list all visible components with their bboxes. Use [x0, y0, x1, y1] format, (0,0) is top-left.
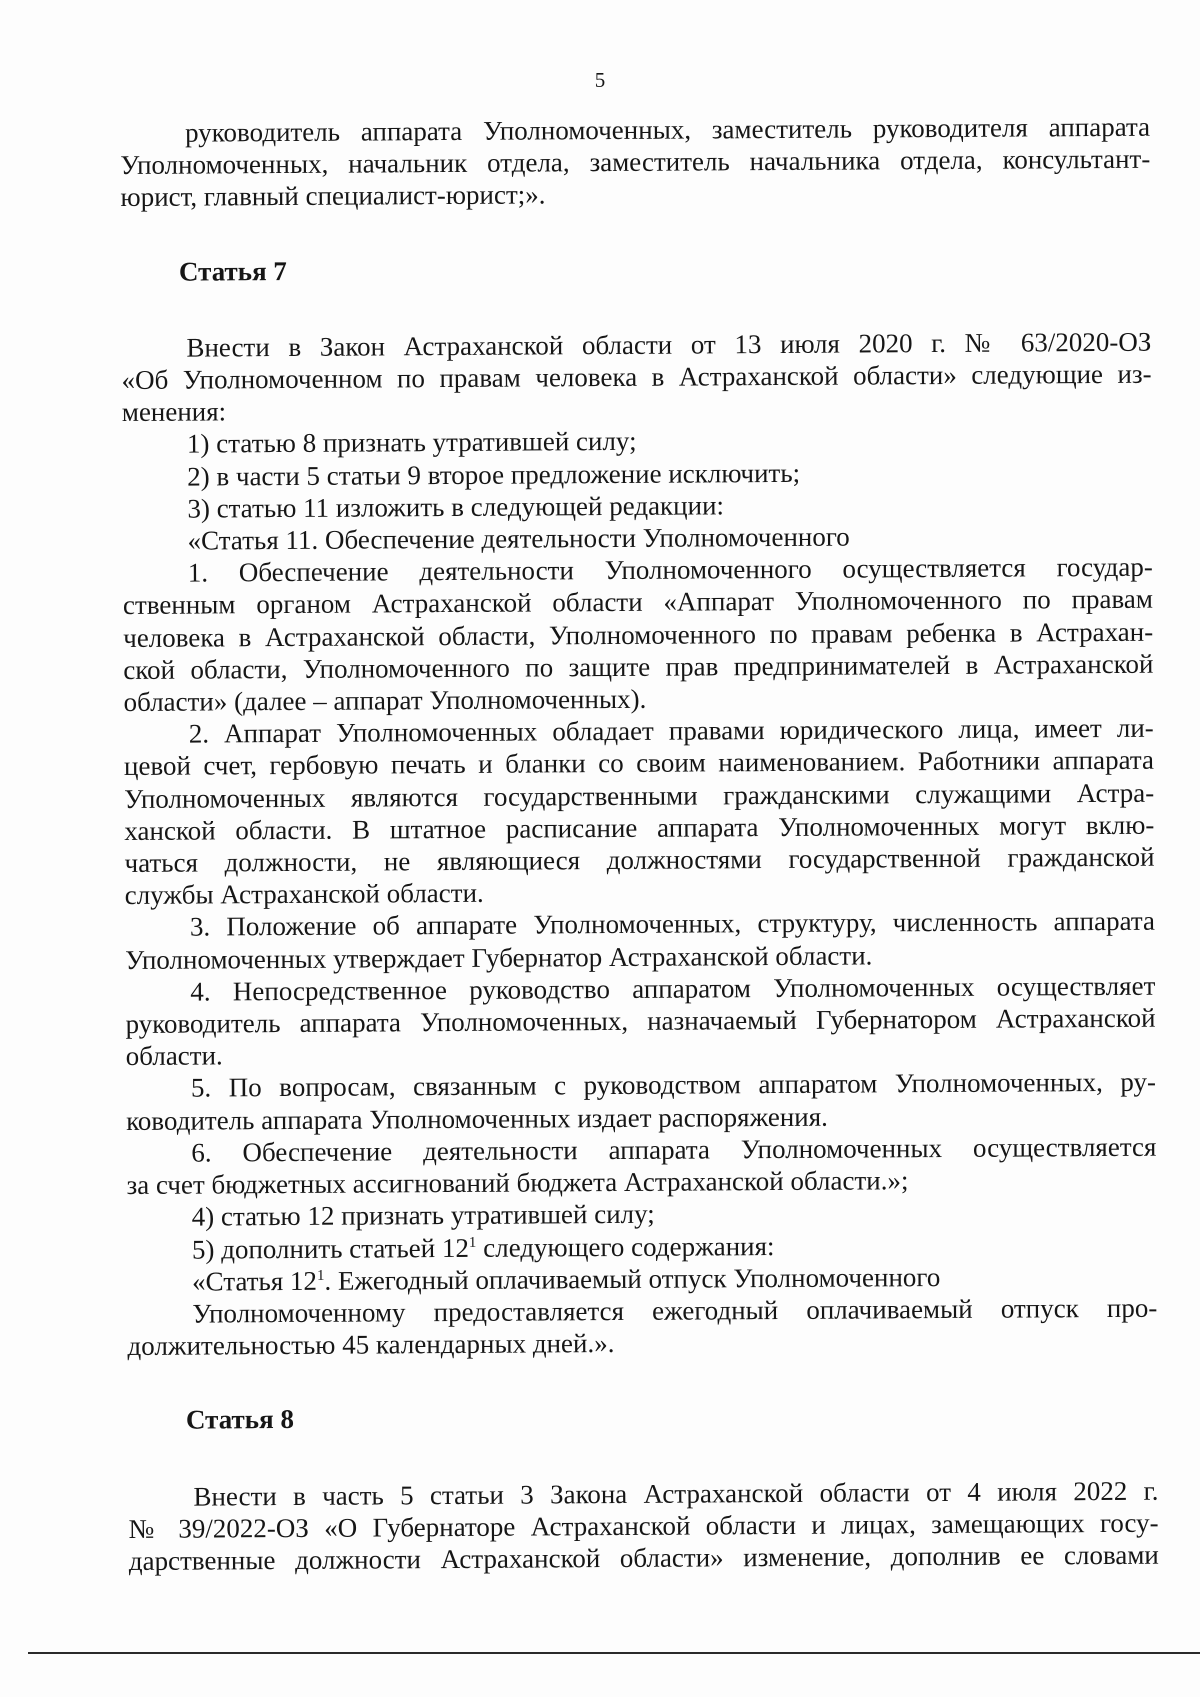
text-line: 6. Обеспечение деятельности аппарата Уполномоченных осуществляется [191, 1131, 1157, 1168]
text-line: юрист, главный специалист-юрист;». [120, 179, 546, 213]
text-line: цевой счет, гербовую печать и бланки со своим наименованием. Работники аппарата [123, 745, 1155, 782]
text-line: человека в Астраханской области, Уполномоченного по правам ребенка в Астрахан- [123, 616, 1154, 653]
text-line: руководитель аппарата Уполномоченных, назначаемый Губернатором Астраханской [125, 1002, 1156, 1040]
text-line: № 39/2022-ОЗ «О Губернаторе Астраханской области и лицах, замещающих госу- [128, 1507, 1159, 1544]
text-line: ственным органом Астраханской области «Аппарат Уполномоченного по правам [122, 584, 1154, 621]
article-12-1-title-start: «Статья 12 [192, 1265, 318, 1297]
text-line: менения: [121, 396, 227, 428]
text-line: 3. Положение об аппарате Уполномоченных, структуру, численность аппарата [189, 906, 1156, 943]
text-line: 4. Непосредственное руководство аппаратом Уполномоченных осуществляет [190, 970, 1156, 1007]
list-item-2: 2) в части 5 статьи 9 второе предложение исключить; [187, 457, 801, 492]
text-line: за счет бюджетных ассигнований бюджета Астраханской области.»; [126, 1165, 909, 1201]
top-paragraph [120, 111, 1151, 214]
article-11-title: «Статья 11. Обеспечение деятельности Уполномоченного [187, 521, 850, 556]
paragraph-5 [126, 1066, 1156, 1137]
list-item-1: 1) статью 8 признать утратившей силу; [186, 426, 637, 460]
bottom-edge-line [28, 1652, 1200, 1654]
article-7-heading: Статья 7 [178, 255, 287, 287]
text-line: 5. По вопросам, связанным с руководством аппаратом Уполномоченных, ру- [190, 1067, 1157, 1104]
text-line: Уполномоченных, начальник отдела, заместитель начальника отдела, консультант- [120, 143, 1151, 181]
text-line: Уполномоченному предоставляется ежегодный оплачиваемый отпуск про- [192, 1292, 1158, 1329]
list-item-5-text-end: следующего содержания: [476, 1230, 775, 1263]
text-line: Внести в часть 5 статьи 3 Закона Астраханской области от 4 июля 2022 г. [193, 1475, 1159, 1512]
article-7-intro [121, 326, 1152, 429]
article-8-heading: Статья 8 [185, 1404, 294, 1435]
list-item-5-text: 5) дополнить статьей 12 [191, 1232, 470, 1265]
text-line: руководитель аппарата Уполномоченных, заместитель руководителя аппарата [185, 111, 1151, 148]
list-item-3: 3) статью 11 изложить в следующей редакции: [187, 490, 725, 524]
text-line: чаться должности, не являющиеся должностями государственной гражданской [124, 841, 1155, 879]
paragraph-6 [126, 1131, 1156, 1202]
paragraph-4 [125, 970, 1156, 1073]
text-line: ской области, Уполномоченного по защите прав предпринимателей в Астраханской [123, 648, 1154, 685]
text-line: 1. Обеспечение деятельности Уполномоченного осуществляется государ- [187, 551, 1153, 588]
vacation-paragraph [127, 1292, 1157, 1363]
text-line: Внести в Закон Астраханской области от 13 июля 2020 г. № 63/2020-ОЗ [186, 326, 1152, 363]
article-8-text [128, 1474, 1159, 1577]
text-line: службы Астраханской области. [124, 878, 484, 911]
document-body [120, 111, 1159, 1577]
page-number: 5 [594, 68, 606, 92]
paragraph-3 [125, 905, 1155, 976]
text-line: области» (далее – аппарат Уполномоченных). [123, 683, 647, 718]
text-line: Уполномоченных являются государственными гражданскими служащими Астра- [124, 777, 1155, 814]
superscript: 1 [468, 1234, 477, 1251]
superscript: 1 [316, 1267, 325, 1284]
text-line: 2. Аппарат Уполномоченных обладает правами юридического лица, имеет ли- [188, 712, 1154, 749]
text-line: ханской области. В штатное расписание аппарата Уполномоченных могут вклю- [124, 809, 1155, 846]
paragraph-2 [124, 712, 1155, 912]
paragraph-1 [123, 551, 1154, 718]
text-line: ководитель аппарата Уполномоченных издает распоряжения. [126, 1101, 828, 1136]
list-item-4: 4) статью 12 признать утратившей силу; [191, 1199, 655, 1232]
text-line: «Об Уполномоченном по правам человека в Астраханской области» следующие из- [121, 358, 1152, 396]
text-line: должительностью 45 календарных дней.». [127, 1328, 615, 1362]
text-line: дарственные должности Астраханской области» изменение, дополнив ее словами [128, 1539, 1159, 1576]
text-line: области. [125, 1040, 223, 1072]
text-line: Уполномоченных утверждает Губернатор Астраханской области. [125, 940, 873, 975]
article-12-1-title-end: . Ежегодный оплачиваемый отпуск Уполномоченного [324, 1261, 941, 1296]
